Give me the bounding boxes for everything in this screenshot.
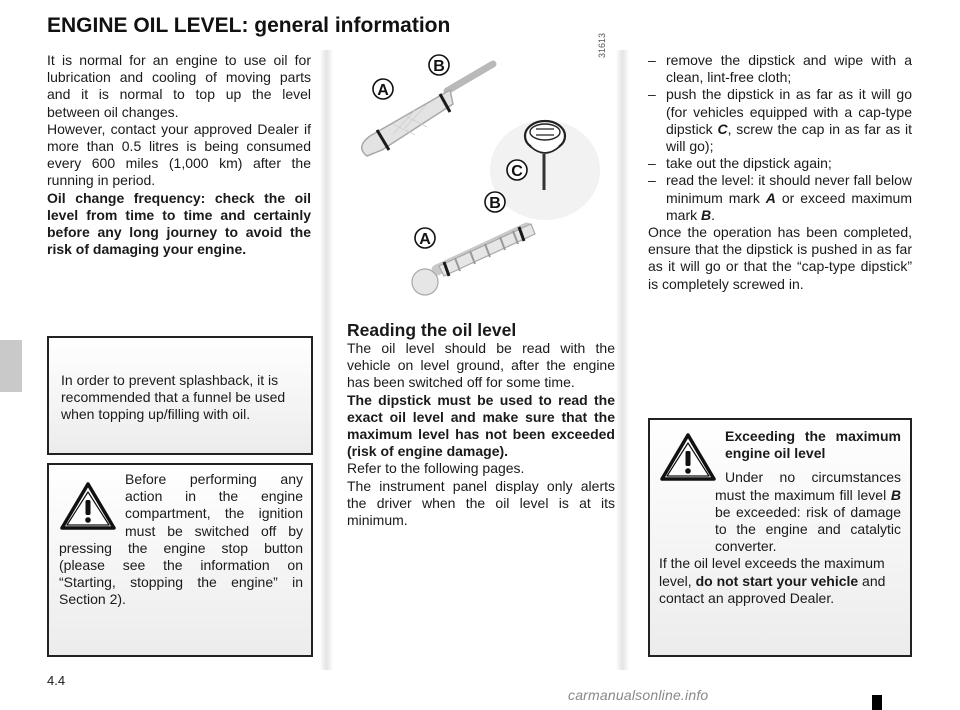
warning-text: be exceeded: risk of damage to the engine and catalytic converter. bbox=[715, 503, 901, 555]
min-mark-letter: A bbox=[765, 189, 776, 206]
completion-note: Once the operation has been completed, ensure that the dipstick is pushed in as far as it will go or that the “cap-type dipstick” is completely screwed in. bbox=[648, 224, 912, 292]
label-b-lower bbox=[485, 192, 505, 212]
corner-mark bbox=[872, 695, 882, 710]
max-mark-letter: B bbox=[890, 486, 901, 503]
dipstick-illustration bbox=[345, 50, 615, 308]
upper-dipstick bbox=[362, 64, 493, 156]
section-tab bbox=[0, 340, 22, 392]
figure-label: B bbox=[489, 195, 501, 212]
dipstick-note: The dipstick must be used to read the exact oil level and make sure that the maximum level has not been exceeded (risk of engine damage). bbox=[347, 391, 615, 460]
step-dash: – bbox=[648, 86, 656, 103]
engine-stop-warning-box bbox=[47, 463, 313, 657]
reading-paragraph: The instrument panel display only alerts the driver when the oil level is at its minimum. bbox=[347, 477, 615, 529]
engine-stop-warning-text: Before performing any action in the engine compartment, the ignition must be switched off by pressing the engine stop button (please see the information on “Starting, stopping the engine” in Section 2). bbox=[59, 471, 303, 608]
max-level-warning-heading: Exceeding the maximum engine oil level bbox=[725, 428, 901, 462]
warning-triangle-icon bbox=[659, 432, 717, 482]
reading-text bbox=[347, 340, 615, 529]
column-divider bbox=[320, 50, 333, 670]
step-dash: – bbox=[648, 52, 656, 68]
max-level-warning-text bbox=[659, 469, 901, 555]
figure-label: B bbox=[433, 58, 445, 75]
label-b-upper bbox=[429, 55, 449, 75]
figure-label: A bbox=[419, 231, 431, 248]
warning-text: If the oil level exceeds the maximum level, bbox=[659, 555, 885, 589]
page-number: 4.4 bbox=[47, 673, 66, 688]
do-not-start-note: do not start your vehicle bbox=[695, 572, 859, 589]
reading-heading: Reading the oil level bbox=[347, 320, 517, 340]
step-text: push the dipstick in as far as it will go (for vehicles equipped with a cap-type dipstick bbox=[666, 86, 912, 137]
max-level-warning-box bbox=[648, 418, 912, 657]
step-text: . bbox=[711, 206, 716, 223]
step-item bbox=[648, 155, 912, 172]
step-text: remove the dipstick and wipe with a clean, lint-free cloth; bbox=[666, 52, 912, 86]
label-a-lower bbox=[415, 228, 435, 248]
column-divider bbox=[616, 50, 629, 670]
step-text: or exceed maximum mark bbox=[666, 189, 912, 223]
intro-paragraph: It is normal for an engine to use oil for lubrication and cooling of moving parts and it is normal to top up the level between oil changes. bbox=[47, 52, 311, 120]
warning-text: Under no circumstances must the maximum fill level bbox=[715, 469, 901, 503]
figure-label: A bbox=[377, 82, 389, 99]
step-text: , screw the cap in as far as it will go); bbox=[666, 120, 912, 155]
oil-change-frequency-note: Oil change frequency: check the oil level from time to time and certainly before any long journey to avoid the risk of damaging your engine. bbox=[47, 189, 311, 258]
step-dash: – bbox=[648, 172, 656, 189]
reading-paragraph: The oil level should be read with the vehicle on level ground, after the engine has been switched off for some time. bbox=[347, 340, 615, 391]
max-mark-letter: B bbox=[701, 206, 712, 223]
label-a-upper bbox=[373, 79, 393, 99]
watermark: carmanualsonline.info bbox=[568, 687, 709, 703]
funnel-note-box bbox=[47, 336, 313, 455]
intro-text bbox=[47, 52, 311, 258]
step-text: read the level: it should never fall below minimum mark bbox=[666, 172, 912, 206]
warning-triangle-icon bbox=[59, 481, 117, 531]
max-level-warning-text bbox=[659, 555, 901, 607]
funnel-note-text: In order to prevent splashback, it is recommended that a funnel be used when topping up/filling with oil. bbox=[61, 372, 286, 423]
step-item bbox=[648, 172, 912, 224]
dipstick-steps bbox=[648, 52, 912, 293]
page-title: ENGINE OIL LEVEL: general information bbox=[47, 14, 451, 37]
label-c bbox=[507, 160, 527, 180]
cap-dipstick-letter: C bbox=[717, 120, 728, 137]
step-text: take out the dipstick again; bbox=[666, 155, 832, 172]
figure-label: C bbox=[511, 163, 523, 180]
intro-paragraph: However, contact your approved Dealer if more than 0.5 litres is being consumed every 600 miles (1,000 km) after the running in period. bbox=[47, 120, 311, 189]
step-dash: – bbox=[648, 155, 656, 172]
warning-text: and contact an approved Dealer. bbox=[659, 572, 886, 606]
figure-number: 31613 bbox=[597, 32, 607, 58]
step-item bbox=[648, 52, 912, 86]
step-item bbox=[648, 86, 912, 155]
reading-paragraph: Refer to the following pages. bbox=[347, 460, 525, 477]
